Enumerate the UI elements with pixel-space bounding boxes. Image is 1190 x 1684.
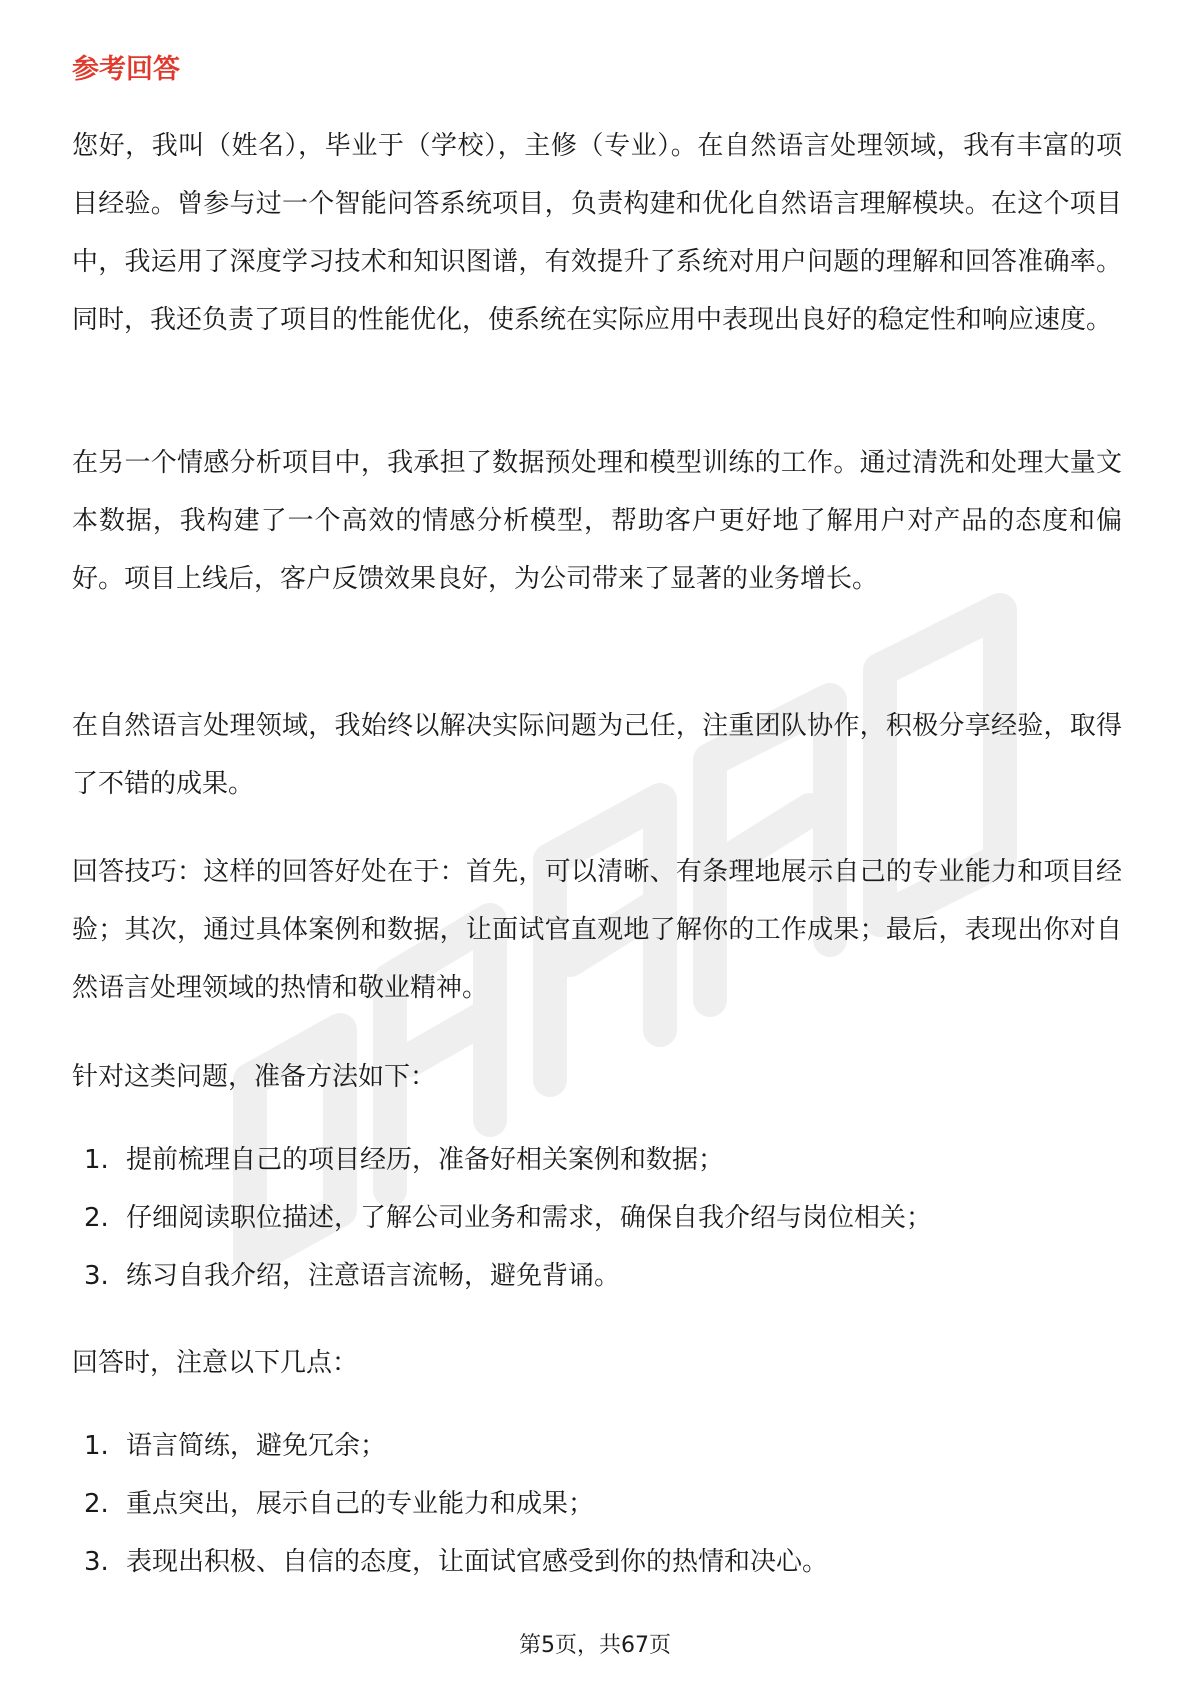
list-item-text: 提前梳理自己的项目经历，准备好相关案例和数据； <box>126 1145 725 1175</box>
list-item-number: 1. <box>84 1145 109 1175</box>
list-item <box>84 1131 1114 1189</box>
list-item-number: 3. <box>84 1547 109 1577</box>
answer-tips-paragraph: 回答技巧：这样的回答好处在于：首先，可以清晰、有条理地展示自己的专业能力和项目经验；其次，通过具体案例和数据，让面试官直观地了解你的工作成果；最后，表现出你对自然语言处理领域的热情和敬业精神。 <box>72 857 1122 1003</box>
notes-intro: 回答时，注意以下几点： <box>72 1348 359 1378</box>
answer-paragraph-3: 在自然语言处理领域，我始终以解决实际问题为己任，注重团队协作，积极分享经验，取得了不错的成果。 <box>72 711 1122 799</box>
list-item-text: 仔细阅读职位描述，了解公司业务和需求，确保自我介绍与岗位相关； <box>126 1203 933 1233</box>
list-item-text: 语言简练，避免冗余； <box>126 1431 387 1461</box>
list-item-number: 2. <box>84 1203 109 1233</box>
list-item-number: 1. <box>84 1431 109 1461</box>
answer-paragraph-2: 在另一个情感分析项目中，我承担了数据预处理和模型训练的工作。通过清洗和处理大量文本数据，我构建了一个高效的情感分析模型，帮助客户更好地了解用户对产品的态度和偏好。项目上线后，客户反馈效果良好，为公司带来了显著的业务增长。 <box>72 448 1122 594</box>
list-item-text: 练习自我介绍，注意语言流畅，避免背诵。 <box>126 1261 621 1291</box>
list-item-text: 重点突出，展示自己的专业能力和成果； <box>126 1489 595 1519</box>
preparation-list <box>84 1131 1114 1305</box>
list-item-number: 3. <box>84 1261 109 1291</box>
notes-list <box>84 1417 1114 1591</box>
page-number-footer: 第5页，共67页 <box>519 1633 671 1658</box>
list-item <box>84 1533 1114 1591</box>
list-item <box>84 1189 1114 1247</box>
list-item <box>84 1475 1114 1533</box>
list-item-text: 表现出积极、自信的态度，让面试官感受到你的热情和决心。 <box>126 1547 829 1577</box>
list-item <box>84 1247 1114 1305</box>
answer-paragraph-1: 您好，我叫（姓名），毕业于（学校），主修（专业）。在自然语言处理领域，我有丰富的项目经验。曾参与过一个智能问答系统项目，负责构建和优化自然语言理解模块。在这个项目中，我运用了深度学习技术和知识图谱，有效提升了系统对用户问题的理解和回答准确率。同时，我还负责了项目的性能优化，使系统在实际应用中表现出良好的稳定性和响应速度。 <box>72 131 1122 335</box>
list-item-number: 2. <box>84 1489 109 1519</box>
preparation-intro: 针对这类问题，准备方法如下： <box>72 1062 437 1092</box>
section-heading: 参考回答 <box>72 54 180 85</box>
list-item <box>84 1417 1114 1475</box>
